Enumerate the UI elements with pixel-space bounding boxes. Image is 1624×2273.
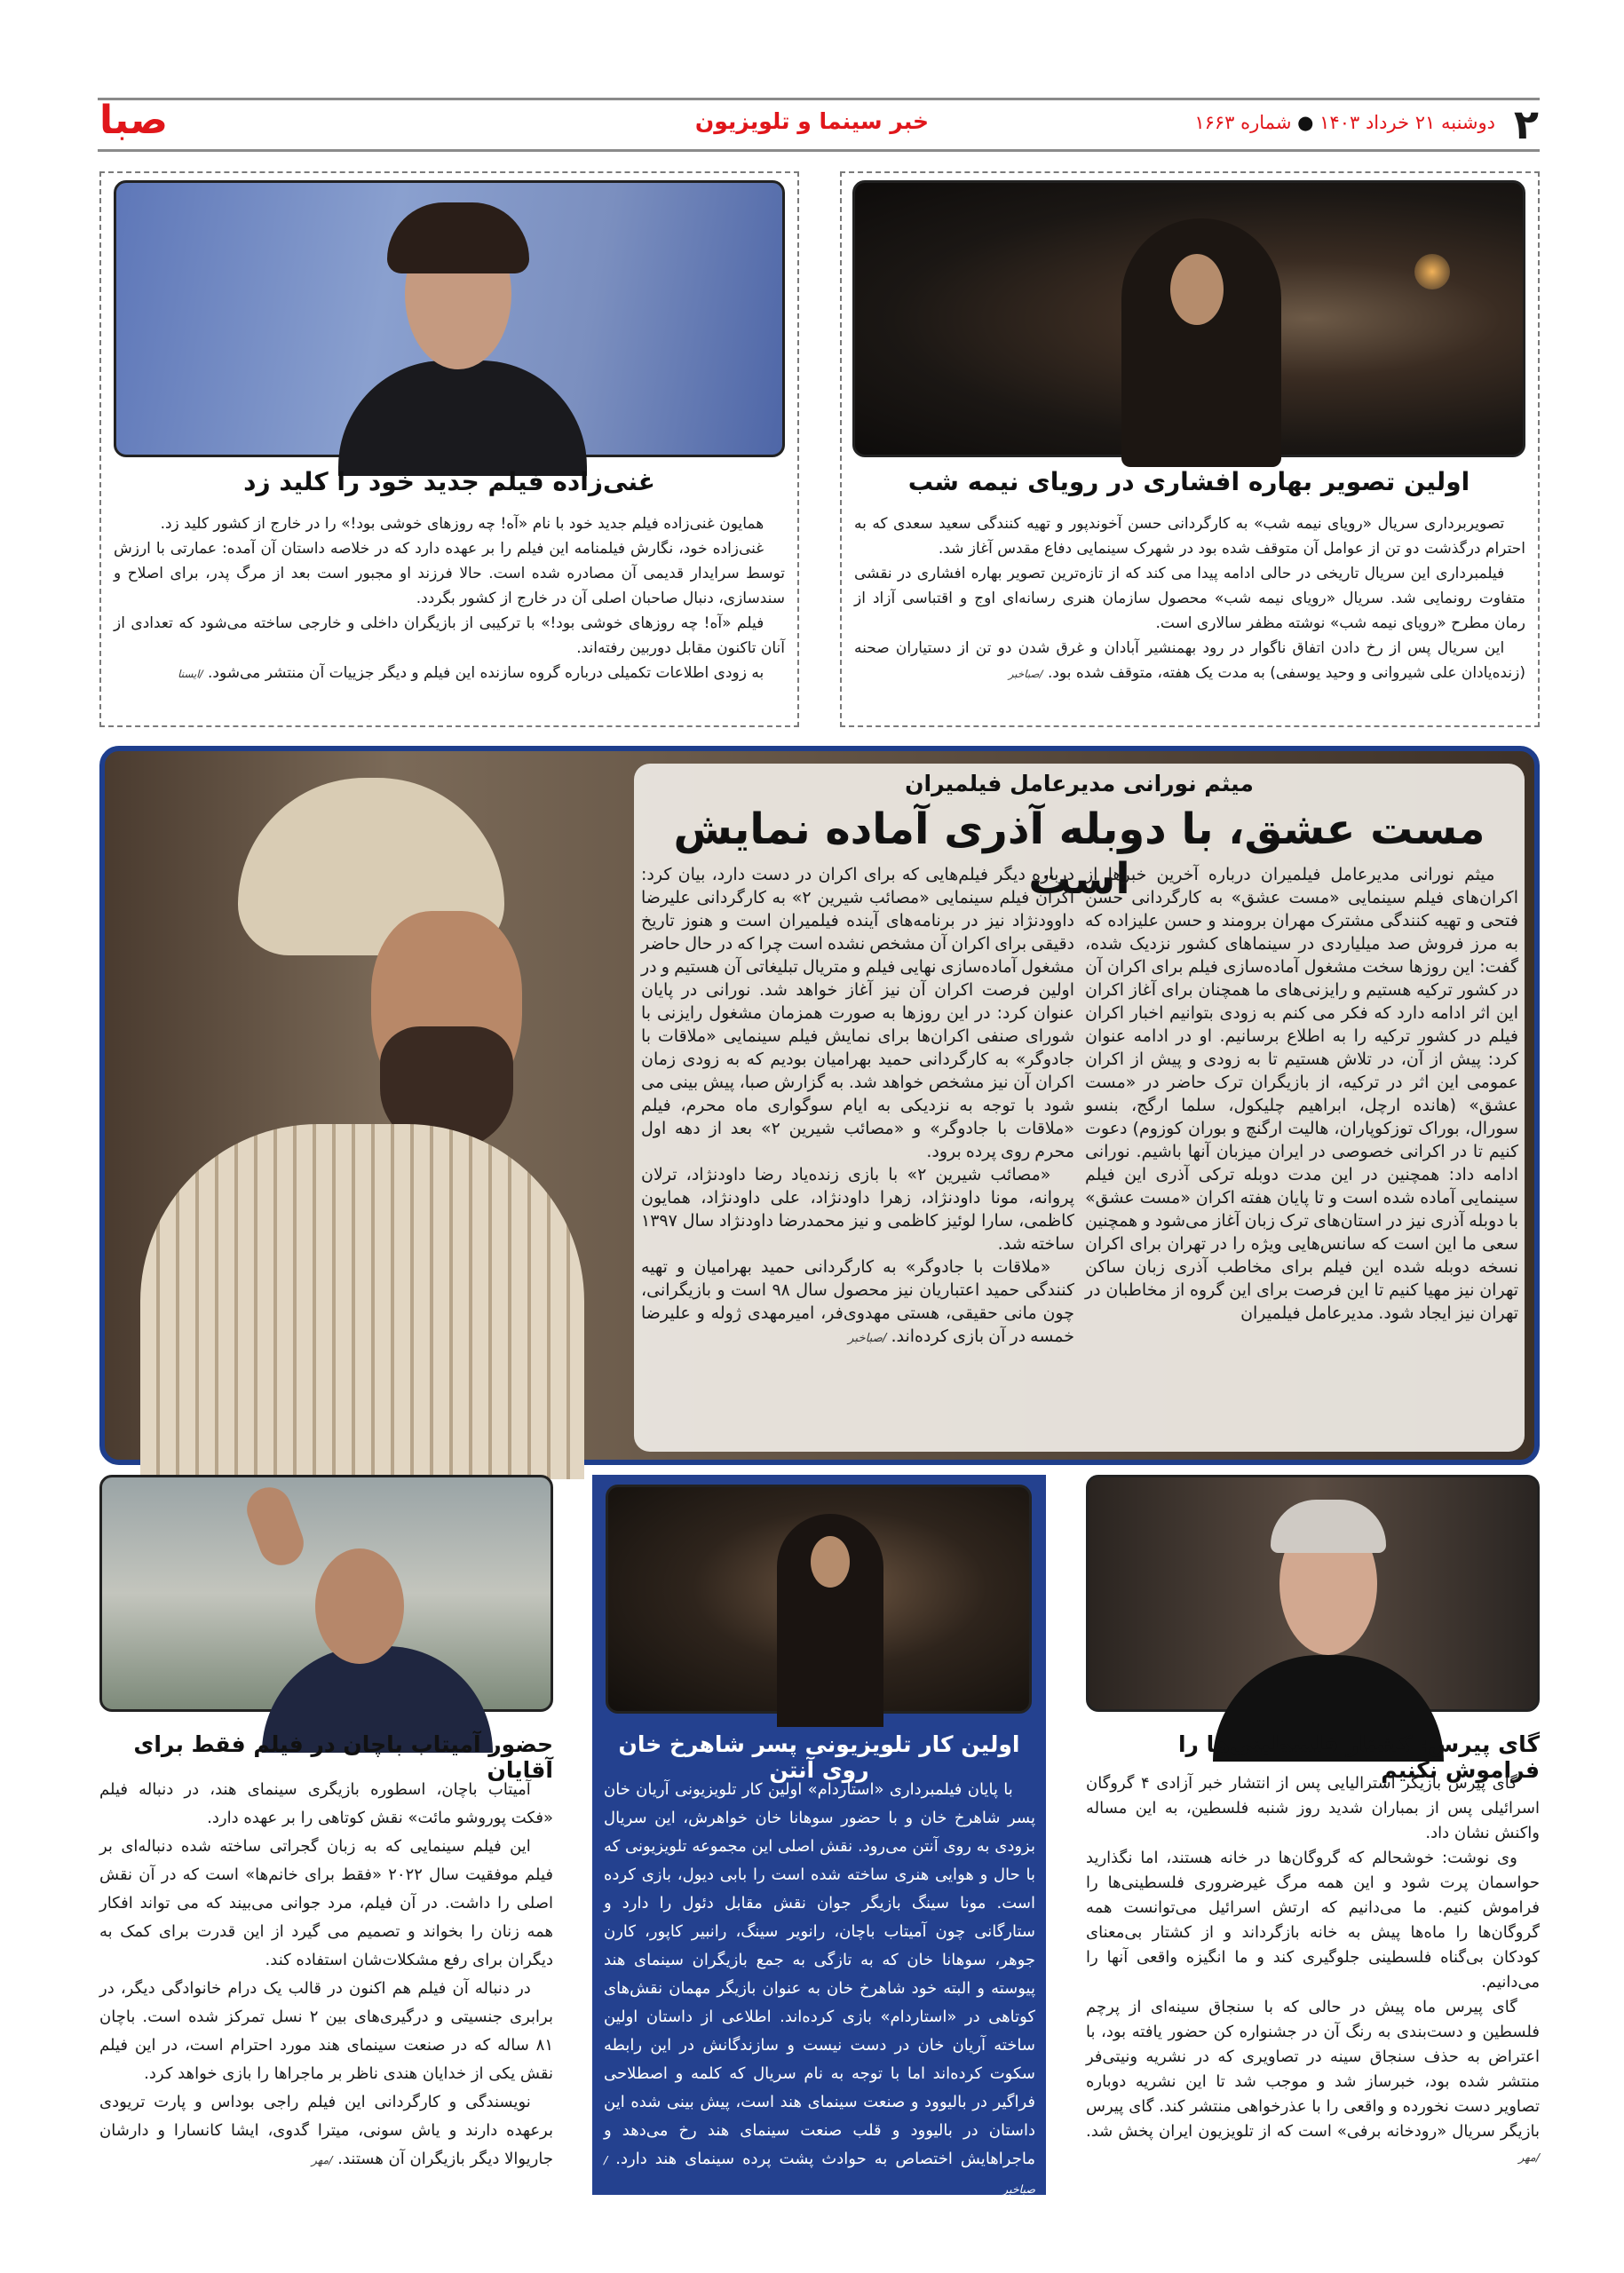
- photo-bahareh-afshari: [852, 180, 1525, 457]
- source-credit: /ایسنا: [178, 668, 203, 680]
- article-body: [99, 1776, 553, 2193]
- feature-kicker: میثم نورانی مدیرعامل فیلمیران: [905, 771, 1254, 796]
- paragraph: همایون غنی‌زاده فیلم جدید خود با نام «آه! چه روزهای خوشی بود!» را در خارج از کشور کلید زد.: [160, 515, 764, 533]
- photo-homayoun-ghanizadeh: [114, 180, 785, 457]
- paragraph: وی نوشت: خوشحالم که گروگان‌ها در خانه هستند، اما نگذارید حواسمان پرت شود و این همه مرگ غیرضروری فلسطینی‌ها را فراموش کنیم. ما می‌دانیم که ارتش اسرائیل می‌توانست همه گروگان‌ها را ماه‌ها پیش به خانه بازگرداند و از کشتار بی‌معنای کودکان بی‌گناه فلسطینی جلوگیری کند و ما انگیزه واقعی آنها را می‌دانیم.: [1086, 1849, 1540, 1992]
- source-credit: /صباخبر: [604, 2153, 1035, 2196]
- paragraph: درباره دیگر فیلم‌هایی که برای اکران در دست دارد، بیان کرد: اکران فیلم سینمایی «مصائب شیرین ۲» به کارگردانی علیرضا داوودنژاد نیز در برنامه‌های آینده فیلمیران است و هنوز تاریخ دقیقی برای اکران آن مشخص نشده است چرا که در حال حاضر مشغول آماده‌سازی نهایی فیلم و متریال تبلیغاتی آن هستیم و در اولین فرصت اکران آن نیز آغاز خواهد شد. نورانی در پایان عنوان کرد: در این روزها به صورت همزمان مشغول رایزنی با شورای صنفی اکران‌ها برای نمایش فیلم سینمایی «ملاقات با جادوگر» به کارگردانی حمید بهرامیان بودیم که به زودی زمان اکران آن نیز مشخص خواهد شد. به گزارش صبا، پیش بینی می شود با توجه به نزدیکی به ایام سوگواری ماه محرم، فیلم «ملاقات با جادوگر» و «مصائب شیرین ۲» بعد از دهه اول محرم روی پرده برود.: [641, 865, 1074, 1161]
- figure-hair: [1271, 1500, 1386, 1553]
- source-credit: /صباخبر: [1008, 668, 1043, 680]
- photo-guy-pearce: [1086, 1475, 1540, 1712]
- paragraph: فیلمبرداری این سریال تاریخی در حالی ادامه پیدا می کند که از تازه‌ترین تصویر بهاره افشاری در نقشی متفاوت رونمایی شد. سریال «رویای نیمه شب» محصول سازمان هنری رسانه‌ای اوج و اقتباسی آزاد از رمان مطرح «رویای نیمه شب» نوشته مظفر سالاری است.: [854, 565, 1525, 632]
- paragraph: «ملاقات با جادوگر» به کارگردانی حمید بهرامیان و تهیه کنندگی حمید اعتباریان نیز محصول سال ۹۸ است و بازیگرانی، چون مانی حقیقی، هستی مهدوی‌فر، امیرمهدی ژوله و علیرضا خمسه در آن بازی کرده‌اند.: [641, 1257, 1074, 1346]
- article-body: [854, 511, 1525, 717]
- feature-column-left: [641, 863, 1074, 1350]
- figure-face: [811, 1536, 850, 1588]
- article-title: حضور آمیتاب باچان در فیلم فقط برای آقایان: [133, 1731, 553, 1783]
- paragraph: این سریال پس از رخ دادن اتفاق ناگوار در رود بهمنشیر آبادان و غرق شدن دو تن از دستیاران صحنه (زنده‌یادان علی شیروانی و وحید یوسفی) به مدت یک هفته، متوقف شده بود.: [854, 639, 1525, 682]
- issue-number: شماره ۱۶۶۳: [1194, 112, 1292, 133]
- bullet: ●: [1297, 112, 1314, 133]
- article-title: غنی‌زاده فیلم جدید خود را کلید زد: [243, 467, 655, 496]
- paragraph: با پایان فیلمبرداری «استاردام» اولین کار تلویزیونی آریان خان پسر شاهرخ خان و با حضور سوهانا خان خواهرش، این سریال بزودی به روی آنتن می‌رود. نقش اصلی این مجموعه تلویزیونی که با حال و هوایی هنری ساخته شده است را بابی دیول، بازی کرده است. مونا سینگ بازیگر جوان نقش مقابل دئول را دارد و ستارگانی چون آمیتاب باچان، رانویر سینگ، رانبیر کاپور، کارن جوهر، سوهانا خان که به تازگی به جمع بازیگران سینمای هند پیوسته و البته خود شاهرخ خان به عنوان بازیگر مهمان نقش‌های کوتاهی در «استاردام» بازی کرده‌اند. اطلاعی از داستان اولین ساخته آریان خان در دست نیست و سازندگانش در این رابطه سکوت کرده‌اند اما با توجه به نام سریال که کلمه و اصطلاحی فراگیر در بالیوود و صنعت سینمای هند است، پیش بینی شده این داستان در بالیوود و قلب صنعت سینمای هند رخ می‌دهد و ماجراهایش اختصاص به حوادث پشت پرده سینمای هند دارد.: [604, 1780, 1035, 2168]
- paragraph: فیلم «آه! چه روزهای خوشی بود!» با ترکیبی از بازیگران داخلی و خارجی ساخته می‌شود که تعدادی از آنان تاکنون مقابل دوربین رفته‌اند.: [114, 614, 785, 657]
- figure-face: [315, 1548, 404, 1664]
- article-title: اولین تصویر بهاره افشاری در رویای نیمه شب: [907, 467, 1470, 496]
- paragraph: به زودی اطلاعات تکمیلی درباره گروه سازنده این فیلم و دیگر جزییات آن منتشر می‌شود.: [208, 664, 764, 682]
- photo-stardom-scene: [606, 1485, 1032, 1714]
- paragraph: گای پیرس بازیگر استرالیایی پس از انتشار خبر آزادی ۴ گروگان اسرائیلی پس از بمباران شدید روز شنبه فلسطین، به این مساله واکنش نشان داد.: [1086, 1774, 1540, 1842]
- newspaper-logo[interactable]: صبا: [99, 98, 168, 143]
- figure-hair: [387, 202, 529, 273]
- feature-column-right: [1085, 863, 1518, 1325]
- source-credit: /مهر: [311, 2153, 333, 2166]
- photo-amitabh-bachchan: [99, 1475, 553, 1712]
- paragraph: غنی‌زاده خود، نگارش فیلمنامه این فیلم را بر عهده دارد که در خلاصه داستان آن آمده: عمارتی با ارزش توسط سرایدار قدیمی آن مصادره شده است. حالا فرزند او مجبور است بعد از مرگ پدر، برای اصلاح و سندسازی، دنبال صاحبان اصلی آن در خارج از کشور بگردد.: [114, 540, 785, 607]
- article-title: اولین کار تلویزیونی پسر شاهرخ خان روی آنتن: [618, 1731, 1020, 1783]
- paragraph: در دنباله آن فیلم هم اکنون در قالب یک درام خانوادگی دیگر، در برابری جنسیتی و درگیری‌های بین ۲ نسل تمرکز شده است. باچان ۸۱ ساله که در صنعت سینمای هند مورد احترام است، در این فیلم نقش یکی از خدایان هندی ناظر بر ماجراها را بازی خواهد کرد.: [99, 1979, 553, 2083]
- source-credit: /صباخبر: [848, 1332, 887, 1345]
- robe: [140, 1124, 584, 1479]
- paragraph: آمیتاب باچان، اسطوره بازیگری سینمای هند، در دنباله فیلم «فکت پوروشو مائت» نقش کوتاهی را بر عهده دارد.: [99, 1780, 553, 1827]
- paragraph: میثم نورانی مدیرعامل فیلمیران درباره آخرین خبرها از اکران‌های فیلم سینمایی «مست عشق» به کارگردانی حسن فتحی و تهیه کنندگی مشترک مهران برومند و حسن علیزاده که به مرز فروش صد میلیاردی در سینماهای کشور نزدیک شده، گفت: این روزها سخت مشغول آماده‌سازی فیلم برای اکران آن در کشور ترکیه هستیم و رایزنی‌های ما همچنان برای آغاز اکران این اثر ادامه دارد که فکر می کنم به زودی بتوانیم اخبار اکران فیلم در کشور ترکیه را به اطلاع برسانیم. او در ادامه عنوان کرد: پیش از آن، در تلاش هستیم تا به زودی و پیش از اکران عمومی این اثر در ترکیه، از بازیگران ترک حاضر در «مست عشق» (هانده ارچل، ابراهیم چلیکول، سلما ارگج، بنسو سورال، بوراک توزکوپاران، هالیت ارگنچ و بوران کوزوم) دعوت کنیم تا در اکرانی خصوصی در ایران میزبان آنها باشیم. نورانی ادامه داد: همچنین در این مدت دوبله ترکی آذری این فیلم سینمایی آماده شده است و تا پایان هفته اکران «مست عشق» با دوبله آذری نیز در استان‌های ترک زبان آغاز می‌شود و همچنین سعی ما این است که سانس‌هایی ویژه را در تهران برای اکران نسخه دوبله شده این فیلم برای مخاطب آذری زبان ساکن تهران نیز مهیا کنیم تا این فرصت برای این گروه از مخاطبان در تهران نیز ایجاد شود. مدیرعامل فیلمیران: [1085, 865, 1518, 1323]
- photo-actor-turban: [105, 751, 655, 1461]
- paragraph: گای پیرس ماه پیش در حالی که با سنجاق سینه‌ای از پرچم فلسطین و دست‌بندی به رنگ آن در جشنواره کن حضور یافته بود، با اعتراض به حذف سنجاق سینه در تصاویری که در نشریه ونیتی‌فر منتشر شده بود، خبرساز شد و موجب شد تا این نشریه دوباره تصاویر دست نخورده و واقعی را با عذرخواهی منتشر کند. گای پیرس بازیگر سریال «رودخانه برفی» است که از تلویزیون ایران پخش شد.: [1086, 1998, 1540, 2141]
- paragraph: «مصائب شیرین ۲» با بازی زنده‌یاد رضا داودنژاد، ترلان پروانه، مونا داودنژاد، زهرا داودنژاد، علی داودنژاد، همایون کاظمی، سارا لوئیز کاظمی و نیز محمدرضا داودنژاد سال ۱۳۹۷ ساخته شد.: [641, 1165, 1074, 1254]
- page-number: ۲: [1513, 100, 1539, 148]
- paragraph: این فیلم سینمایی که به زبان گجراتی ساخته شده دنباله‌ای بر فیلم موفقیت سال ۲۰۲۲ «فقط برای خانم‌ها» است که در آن نقش اصلی را داشت. در آن فیلم، مرد جوانی می‌بیند که می تواند افکار همه زنان را بخواند و تصمیم می گیرد از این قدرت برای کمک به دیگران برای رفع مشکلات‌شان استفاده کند.: [99, 1837, 554, 1969]
- article-body: [604, 1776, 1035, 2196]
- article-body: [1086, 1771, 1540, 2170]
- article-body: [114, 511, 785, 717]
- article-title: گای پیرس: کشتار فلسطینی‌ها را فراموش نکنیم: [1177, 1731, 1540, 1783]
- source-credit: /مهر: [1518, 2150, 1540, 2164]
- header-bottom-rule: [98, 149, 1540, 152]
- issue-date: دوشنبه ۲۱ خرداد ۱۴۰۳: [1319, 112, 1495, 133]
- paragraph: تصویربرداری سریال «رویای نیمه شب» به کارگردانی حسن آخوندپور و تهیه کنندگی سعید سعدی که به احترام درگذشت دو تن از عوامل آن متوقف شده بود در شهرک سینمایی دفاع مقدس آغاز شد.: [854, 515, 1525, 558]
- lamp-light: [1414, 254, 1450, 289]
- header-top-rule: [98, 98, 1540, 100]
- section-title: خبر سینما و تلویزیون: [694, 108, 930, 134]
- paragraph: نویسندگی و کارگردانی این فیلم راجی بوداس و پارت تریودی برعهده دارند و یاش سونی، میترا گدوی، ایشا کانسارا و دارشان جاریوالا دیگر بازیگران آن هستند.: [99, 2093, 553, 2168]
- raised-hand: [241, 1481, 310, 1572]
- figure-face: [1170, 254, 1224, 325]
- figure-body: [338, 360, 587, 476]
- feature-title: مست عشق، با دوبله آذری آماده نمایش است: [673, 804, 1485, 904]
